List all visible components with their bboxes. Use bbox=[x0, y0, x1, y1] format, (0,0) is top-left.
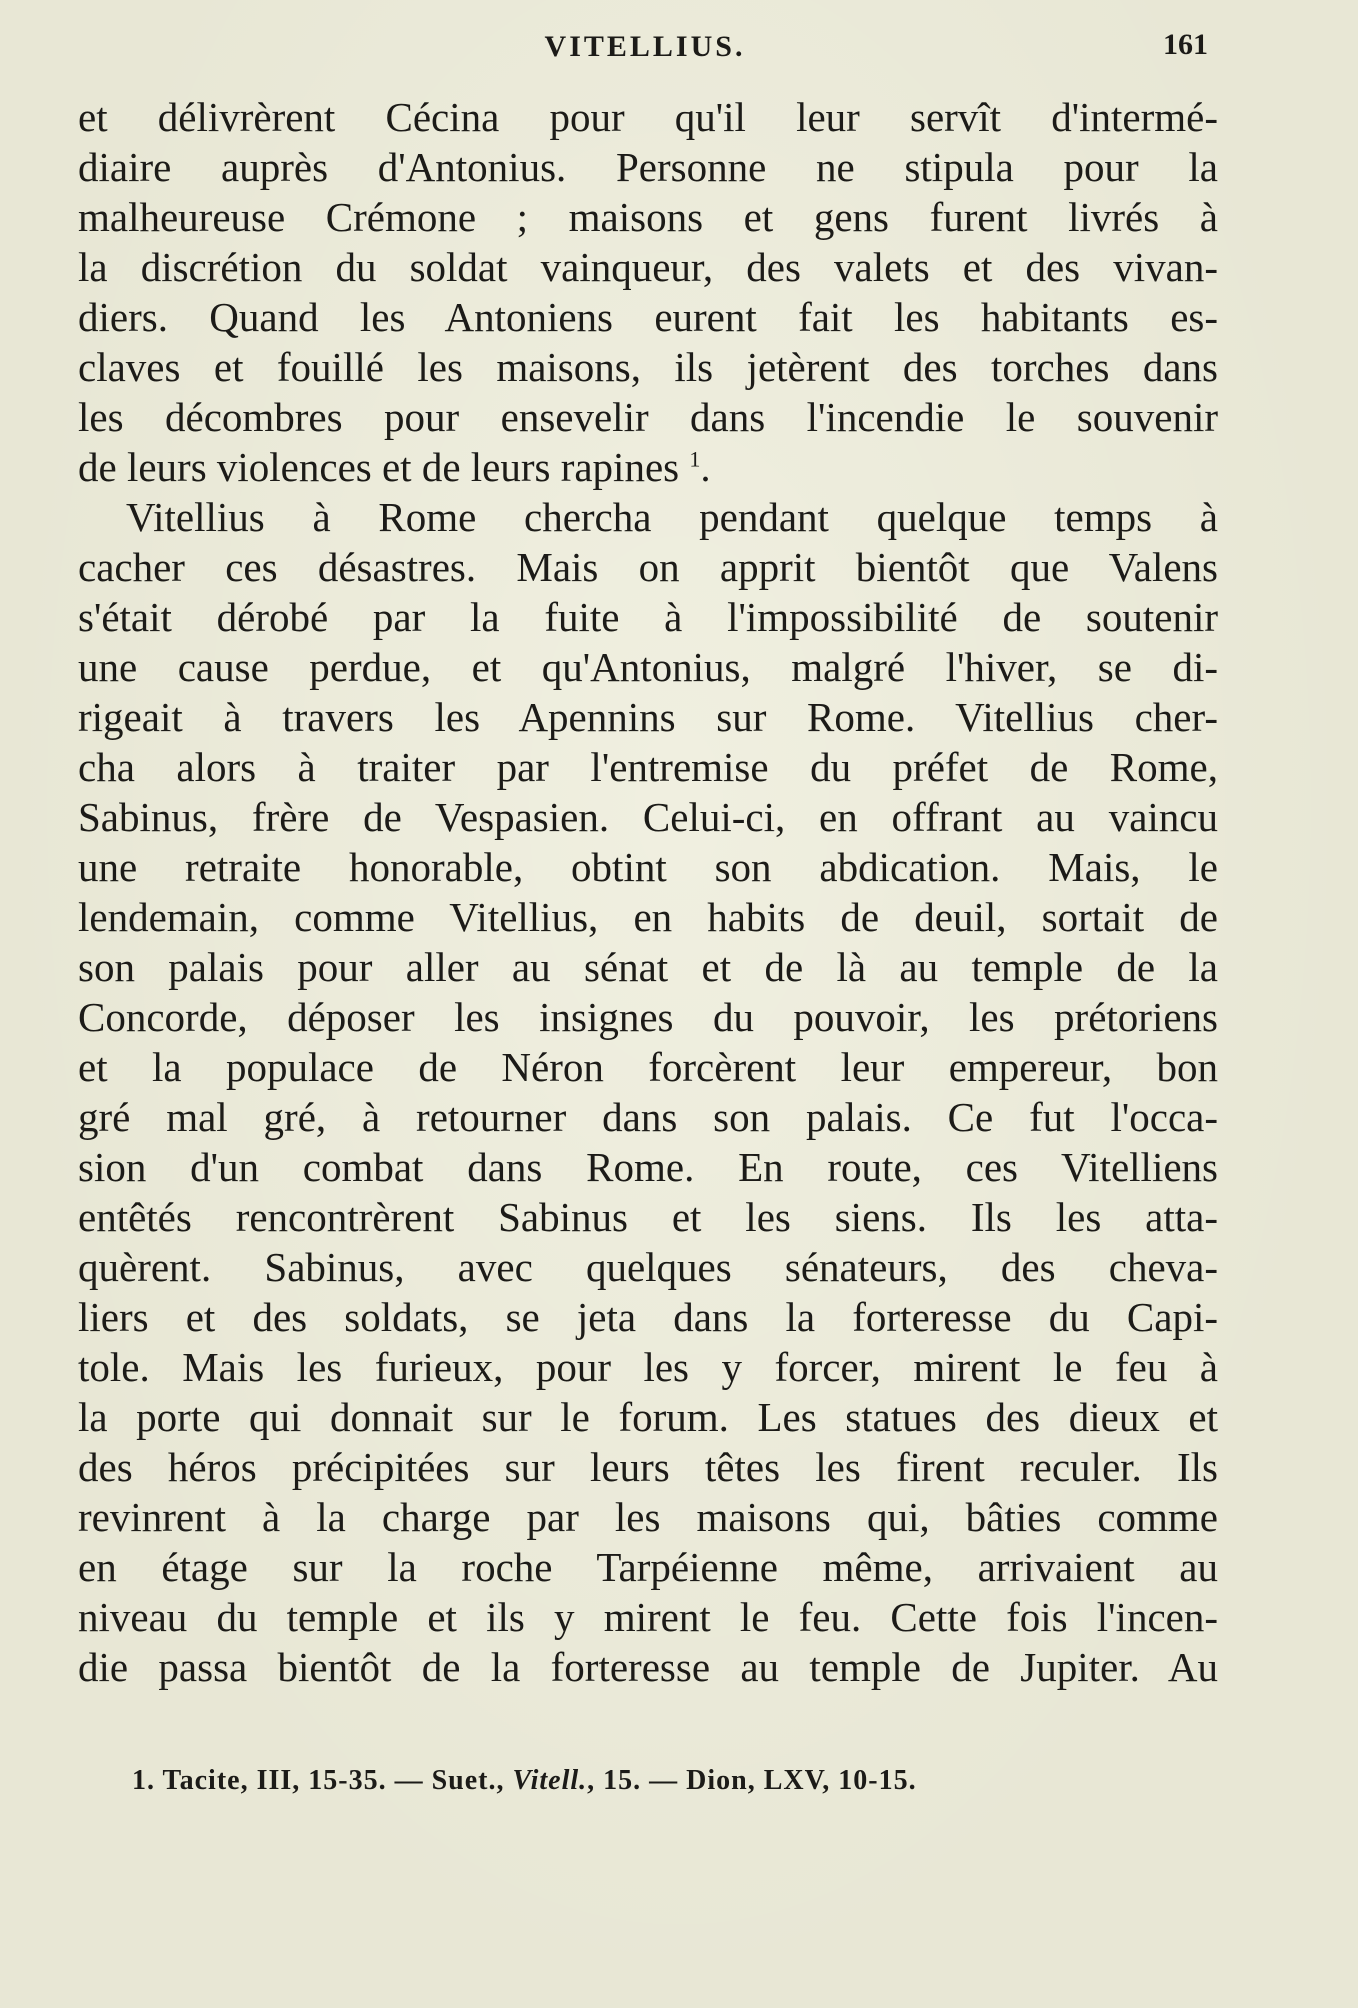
text-line: et la populace de Néron forcèrent leur empereur, bon bbox=[78, 1044, 1218, 1090]
text-line: une retraite honorable, obtint son abdication. Mais, le bbox=[78, 844, 1218, 890]
footnote-number: 1. bbox=[132, 1765, 155, 1796]
text-line: diaire auprès d'Antonius. Personne ne stipula pour la bbox=[78, 144, 1218, 190]
body-text bbox=[78, 92, 1218, 1692]
text-line: Vitellius à Rome chercha pendant quelque temps à bbox=[126, 494, 1218, 540]
text-line: entêtés rencontrèrent Sabinus et les siens. Ils les atta- bbox=[78, 1194, 1218, 1240]
page-number: 161 bbox=[1163, 28, 1208, 61]
running-head bbox=[0, 30, 1358, 70]
text-line: son palais pour aller au sénat et de là au temple de la bbox=[78, 944, 1218, 990]
text-line: die passa bientôt de la forteresse au temple de Jupiter. Au bbox=[78, 1644, 1218, 1690]
footnote-text: , 15. — Dion, LXV, 10-15. bbox=[587, 1765, 917, 1796]
text-line: des héros précipitées sur leurs têtes les firent reculer. Ils bbox=[78, 1444, 1218, 1490]
text-line bbox=[78, 442, 1218, 492]
text-line: claves et fouillé les maisons, ils jetèrent des torches dans bbox=[78, 344, 1218, 390]
text-line: malheureuse Crémone ; maisons et gens furent livrés à bbox=[78, 194, 1218, 240]
text-line: revinrent à la charge par les maisons qui, bâties comme bbox=[78, 1494, 1218, 1540]
text-line: Concorde, déposer les insignes du pouvoir, les prétoriens bbox=[78, 994, 1218, 1040]
text-line: niveau du temple et ils y mirent le feu. Cette fois l'incen- bbox=[78, 1594, 1218, 1640]
text-line: tole. Mais les furieux, pour les y forcer, mirent le feu à bbox=[78, 1344, 1218, 1390]
footnote-text: Tacite, III, 15-35. — Suet., bbox=[162, 1765, 505, 1796]
text-line: cacher ces désastres. Mais on apprit bientôt que Valens bbox=[78, 544, 1218, 590]
footnote-reference: 1 bbox=[689, 446, 701, 472]
text-line: la discrétion du soldat vainqueur, des valets et des vivan- bbox=[78, 244, 1218, 290]
text-line: les décombres pour ensevelir dans l'incendie le souvenir bbox=[78, 394, 1218, 440]
text-line: une cause perdue, et qu'Antonius, malgré l'hiver, se di- bbox=[78, 644, 1218, 690]
text-line: cha alors à traiter par l'entremise du préfet de Rome, bbox=[78, 744, 1218, 790]
text-fragment: de leurs violences et de leurs rapines bbox=[78, 444, 680, 490]
text-line: sion d'un combat dans Rome. En route, ces Vitelliens bbox=[78, 1144, 1218, 1190]
text-line: en étage sur la roche Tarpéienne même, arrivaient au bbox=[78, 1544, 1218, 1590]
text-line: Sabinus, frère de Vespasien. Celui-ci, en offrant au vaincu bbox=[78, 794, 1218, 840]
chapter-title: VITELLIUS. bbox=[544, 30, 746, 63]
text-line: liers et des soldats, se jeta dans la forteresse du Capi- bbox=[78, 1294, 1218, 1340]
footnote bbox=[132, 1765, 917, 1797]
footnote-italic-text: Vitell. bbox=[512, 1765, 588, 1796]
text-line: la porte qui donnait sur le forum. Les statues des dieux et bbox=[78, 1394, 1218, 1440]
text-line: quèrent. Sabinus, avec quelques sénateurs, des cheva- bbox=[78, 1244, 1218, 1290]
text-line: lendemain, comme Vitellius, en habits de deuil, sortait de bbox=[78, 894, 1218, 940]
text-fragment: . bbox=[700, 444, 711, 490]
text-line: et délivrèrent Cécina pour qu'il leur servît d'intermé- bbox=[78, 94, 1218, 140]
text-line: gré mal gré, à retourner dans son palais. Ce fut l'occa- bbox=[78, 1094, 1218, 1140]
text-line: diers. Quand les Antoniens eurent fait les habitants es- bbox=[78, 294, 1218, 340]
text-line: rigeait à travers les Apennins sur Rome. Vitellius cher- bbox=[78, 694, 1218, 740]
text-line: s'était dérobé par la fuite à l'impossibilité de soutenir bbox=[78, 594, 1218, 640]
